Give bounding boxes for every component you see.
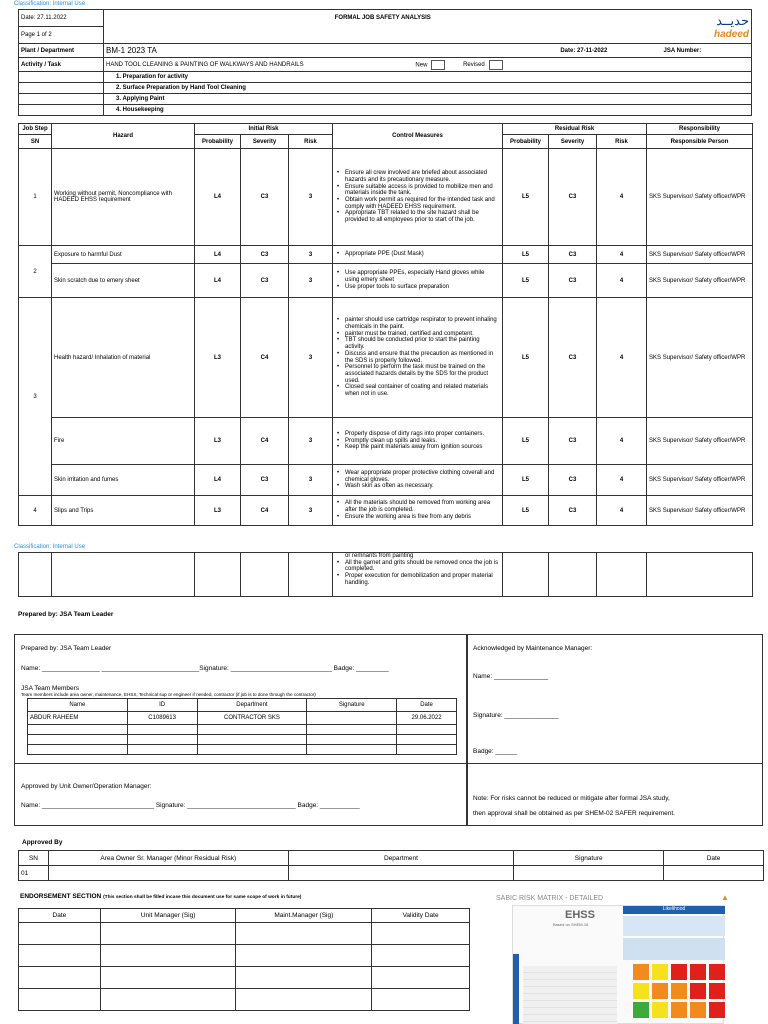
approved-cell[interactable] [48,866,288,881]
team-cell[interactable] [307,712,397,725]
endorsement-col-maint-manager: Maint.Manager (Sig) [236,909,372,923]
team-row [28,735,457,745]
row-controls [333,246,503,264]
header-table [18,9,752,116]
row-residual-probability: L5 [503,264,549,298]
col-control: Control Measures [333,124,503,149]
row-controls [333,149,503,246]
row-sn: 1 [19,149,52,246]
row-hazard: Exposure to harmful Dust [52,246,195,264]
team-col-id: ID [127,699,197,712]
prepared-title: Prepared by: JSA Team Leader [18,611,114,618]
approved-cell: 01 [19,866,49,881]
row-risk: 3 [289,465,333,496]
control-item: • Ensure all crew involved are briefed about associated hazards and its precautionary measure. [335,170,500,183]
col-residual-risk-value: Risk [597,135,647,149]
approved-by-table [18,850,764,881]
row-probability: L3 [195,298,241,418]
matrix-consequence-text [523,966,617,1024]
row-risk: 3 [289,246,333,264]
row-residual-risk: 4 [597,496,647,526]
row-hazard: Skin irritation and fumes [52,465,195,496]
hazard-table-wrap [18,123,752,526]
approved-col-department: Department [288,851,514,866]
table-row [19,246,753,264]
approved-cell[interactable] [664,866,764,881]
logo-english: hadeed [713,28,749,40]
row-risk: 3 [289,418,333,465]
table-row [19,465,753,496]
row-residual-probability: L5 [503,298,549,418]
approved-by-title: Approved By [22,839,63,846]
row-residual-probability: L5 [503,496,549,526]
row-severity: C4 [241,298,289,418]
header-date: Date: 27.11.2022 [19,10,104,27]
row-controls [333,298,503,418]
team-note: Team members include area owner, maintenance, EHSS, Technical sup or engineer if needed, contractor (if job is to done through the contractor) [21,692,316,697]
row-probability: L4 [195,246,241,264]
matrix-side-bar [513,954,519,1024]
control-item: • Personnel to perform the task must be trained on the associated hazards details by the SDS for the product used. [335,364,500,384]
team-row [28,725,457,735]
continuation-text: or remnants from painting [345,553,414,559]
header-date-2: Date: 27-11-2022 [165,44,661,58]
revised-checkbox[interactable] [489,60,503,70]
col-severity: Severity [241,135,289,149]
row-risk: 3 [289,298,333,418]
col-residual-probability: Probability [503,135,549,149]
row-probability: L4 [195,264,241,298]
header-page: Page 1 of 2 [19,27,104,44]
control-item: • Keep the paint materials away from ignition sources [335,444,500,451]
jsa-header [18,9,752,116]
logo-arabic: حديــد [716,13,749,29]
row-probability: L4 [195,149,241,246]
approved-cell[interactable] [514,866,664,881]
team-cell: CONTRACTOR SKS [197,712,307,725]
control-item: • Appropriate TBT related to the site hazard shall be provided to all employees prior to start of the job. [335,210,500,223]
table-row [19,496,753,526]
team-row [28,745,457,755]
team-col-date: Date [397,699,457,712]
prepared-name-line: Name: ________________ ___________________________Signature: ____________________________ Badge: _________ [21,665,389,672]
control-item: • Wash skin as often as necessary. [335,483,500,490]
control-item: • Appropriate PPE (Dust Mask) [335,251,500,258]
row-risk: 3 [289,264,333,298]
ack-note-2: then approval shall be obtained as per SHEM-02 SAFER requirement. [473,810,675,817]
endorsement-table [18,908,470,1011]
activity-value: HAND TOOL CLEANING & PAINTING OF WALKWAYS AND HANDRAILS [104,58,414,72]
row-probability: L3 [195,496,241,526]
risk-matrix-image [496,893,768,1024]
col-residual-risk: Residual Risk [503,124,647,135]
control-item: • Promptly clean up spills and leaks. [335,438,500,445]
team-col-name: Name [28,699,128,712]
plant-value: BM-1 2023 TA [104,44,166,58]
control-item: • Ensure the working area is free from any debris [335,514,500,521]
ack-badge: Badge: ______ [473,748,518,755]
classification-label-2: Classification: Internal Use [14,544,86,550]
continuation-table [18,552,753,597]
control-item: • painter must be trained, certified and competent. [335,331,500,338]
row-responsible: SKS Supervisor/ Safety officer/WPR [647,149,753,246]
control-item: • All the materials should be removed from working area after the job is completed. [335,500,500,513]
endorsement-col-validity: Validity Date [372,909,470,923]
control-item: • Proper execution for demobilization and proper material handling. [335,573,500,586]
endorsement-row [19,945,470,967]
form-title: FORMAL JOB SAFETY ANALYSIS [104,10,662,27]
activity-label: Activity / Task [19,58,104,72]
endorsement-row [19,989,470,1011]
row-controls [333,264,503,298]
row-severity: C4 [241,496,289,526]
col-probability: Probability [195,135,241,149]
row-hazard: Health hazard/ Inhalation of material [52,298,195,418]
matrix-panel [512,905,724,1024]
control-item: • Closed seal container of coating and related materials when not in use. [335,384,500,397]
ack-signature: Signature: _______________ [473,712,559,719]
new-label: New [415,62,428,69]
ack-name: Name: _______________ [473,673,549,680]
row-responsible: SKS Supervisor/ Safety officer/WPR [647,496,753,526]
matrix-ehss: EHSS [565,909,595,921]
row-hazard: Skin scratch due to emery sheet [52,264,195,298]
team-title: JSA Team Members [21,685,80,692]
new-revised [413,58,751,72]
endorsement-col-unit-manager: Unit Manager (Sig) [100,909,236,923]
row-hazard: Working without permit, Noncompliance with HADEED EHSS requirement [52,149,195,246]
col-responsible-person: Responsible Person [647,135,753,149]
row-residual-probability: L5 [503,465,549,496]
matrix-likelihood: Likelihood [623,906,725,914]
row-residual-risk: 4 [597,149,647,246]
col-sn: SN [19,135,52,149]
control-item: • Wear appropriate proper protective clothing coverall and chemical gloves. [335,470,500,483]
new-checkbox[interactable] [431,60,445,70]
table-row [19,298,753,418]
approved-row [19,866,764,881]
row-residual-probability: L5 [503,418,549,465]
col-residual-severity: Severity [549,135,597,149]
row-severity: C3 [241,264,289,298]
row-probability: L4 [195,465,241,496]
matrix-title: SABIC RISK MATRIX - DETAILED [496,895,604,902]
row-severity: C4 [241,418,289,465]
row-sn: 4 [19,496,52,526]
approved-col-signature: Signature [514,851,664,866]
step-4: 4. Housekeeping [104,105,752,116]
row-probability: L3 [195,418,241,465]
ack-note-1: Note: For risks cannot be reduced or mitigate after formal JSA study, [473,795,670,802]
row-controls [333,418,503,465]
row-residual-severity: C3 [549,149,597,246]
col-initial-risk: Initial Risk [195,124,333,135]
hadeed-logo [662,10,752,44]
endorsement-title: ENDORSEMENT SECTION [20,893,102,900]
col-responsibility: Responsibility [647,124,753,135]
row-sn: 3 [19,298,52,496]
row-controls [333,496,503,526]
control-item: • Use appropriate PPEs, especially Hand gloves while using emery sheet [335,270,500,283]
row-risk: 3 [289,496,333,526]
row-responsible: SKS Supervisor/ Safety officer/WPR [647,298,753,418]
prepared-box-title: Prepared by: JSA Team Leader [21,645,112,652]
row-severity: C3 [241,246,289,264]
row-residual-severity: C3 [549,465,597,496]
row-residual-risk: 4 [597,246,647,264]
endorsement-row [19,967,470,989]
control-item: • TBT should be conducted prior to start the painting activity. [335,337,500,350]
step-3: 3. Applying Paint [104,94,752,105]
matrix-header-band [623,916,725,936]
continuation-controls [333,553,503,597]
table-row [19,264,753,298]
control-item: • Discuss and ensure that the precaution as mentioned in the SDS is properly followed. [335,351,500,364]
col-job-step: Job Step [19,124,52,135]
row-responsible: SKS Supervisor/ Safety officer/WPR [647,264,753,298]
row-responsible: SKS Supervisor/ Safety officer/WPR [647,465,753,496]
jsa-number: JSA Number: [661,44,751,58]
col-hazard: Hazard [52,124,195,149]
approved-line: Name: _______________________________ Signature: ______________________________ Badge: ___________ [21,802,360,809]
approved-col-sn: SN [19,851,49,866]
row-residual-severity: C3 [549,264,597,298]
row-residual-risk: 4 [597,418,647,465]
control-item: • painter should use cartridge respirator to prevent inhaling chemicals in the paint. [335,317,500,330]
team-table [27,698,457,755]
prepared-box [14,634,467,826]
control-item: • All the garnet and grits should be removed once the job is completed. [335,560,500,573]
row-hazard: Fire [52,418,195,465]
endorsement-col-date: Date [19,909,101,923]
row-controls [333,465,503,496]
row-sn: 2 [19,246,52,298]
revised-label: Revised [463,62,485,69]
classification-label: Classification: Internal Use [14,1,86,7]
step-1: 1. Preparation for activity [104,72,752,83]
row-residual-severity: C3 [549,246,597,264]
row-residual-probability: L5 [503,246,549,264]
row-residual-risk: 4 [597,264,647,298]
team-col-signature: Signature [307,699,397,712]
row-hazard: Slips and Trips [52,496,195,526]
row-severity: C3 [241,149,289,246]
acknowledged-box [467,634,763,826]
team-cell: C1089613 [127,712,197,725]
row-residual-risk: 4 [597,465,647,496]
ack-title: Acknowledged by Maintenance Manager: [473,645,593,652]
team-cell: 29.06.2022 [397,712,457,725]
team-col-department: Department [197,699,307,712]
endorsement-row [19,923,470,945]
plant-label: Plant / Department [19,44,104,58]
row-responsible: SKS Supervisor/ Safety officer/WPR [647,246,753,264]
table-row [19,418,753,465]
endorsement-heading [20,893,301,900]
team-row [28,712,457,725]
row-residual-risk: 4 [597,298,647,418]
table-row [19,149,753,246]
row-responsible: SKS Supervisor/ Safety officer/WPR [647,418,753,465]
control-item: • Use proper tools to surface preparation [335,284,500,291]
team-cell: ABDUR RAHEEM [28,712,128,725]
row-residual-probability: L5 [503,149,549,246]
matrix-grid [633,964,725,1018]
matrix-based: Based on SHEM-16 [553,922,589,927]
row-residual-severity: C3 [549,496,597,526]
row-severity: C3 [241,465,289,496]
row-residual-severity: C3 [549,418,597,465]
approved-cell[interactable] [288,866,514,881]
approved-col-date: Date [664,851,764,866]
control-item: • Properly dispose of dirty rags into proper containers. [335,431,500,438]
col-risk: Risk [289,135,333,149]
hazard-table [18,123,753,526]
continuation-table-wrap [18,552,752,597]
row-risk: 3 [289,149,333,246]
matrix-desc-band [623,938,725,960]
matrix-logo-icon: ▲ [721,893,729,902]
approved-unit: Approved by Unit Owner/Operation Manager: [21,783,152,790]
step-2: 2. Surface Preparation by Hand Tool Cleaning [104,83,752,94]
control-item: • Ensure suitable access is provided to mobilize men and materials inside the tank. [335,184,500,197]
control-item: • Obtain work permit as required for the intended task and comply with HADEED EHSS requirement. [335,197,500,210]
row-residual-severity: C3 [549,298,597,418]
endorsement-note: (This section shall be filled incase this document use for same scope of work in future) [103,895,302,900]
approved-col-area-owner: Area Owner Sr. Manager (Minor Residual Risk) [48,851,288,866]
